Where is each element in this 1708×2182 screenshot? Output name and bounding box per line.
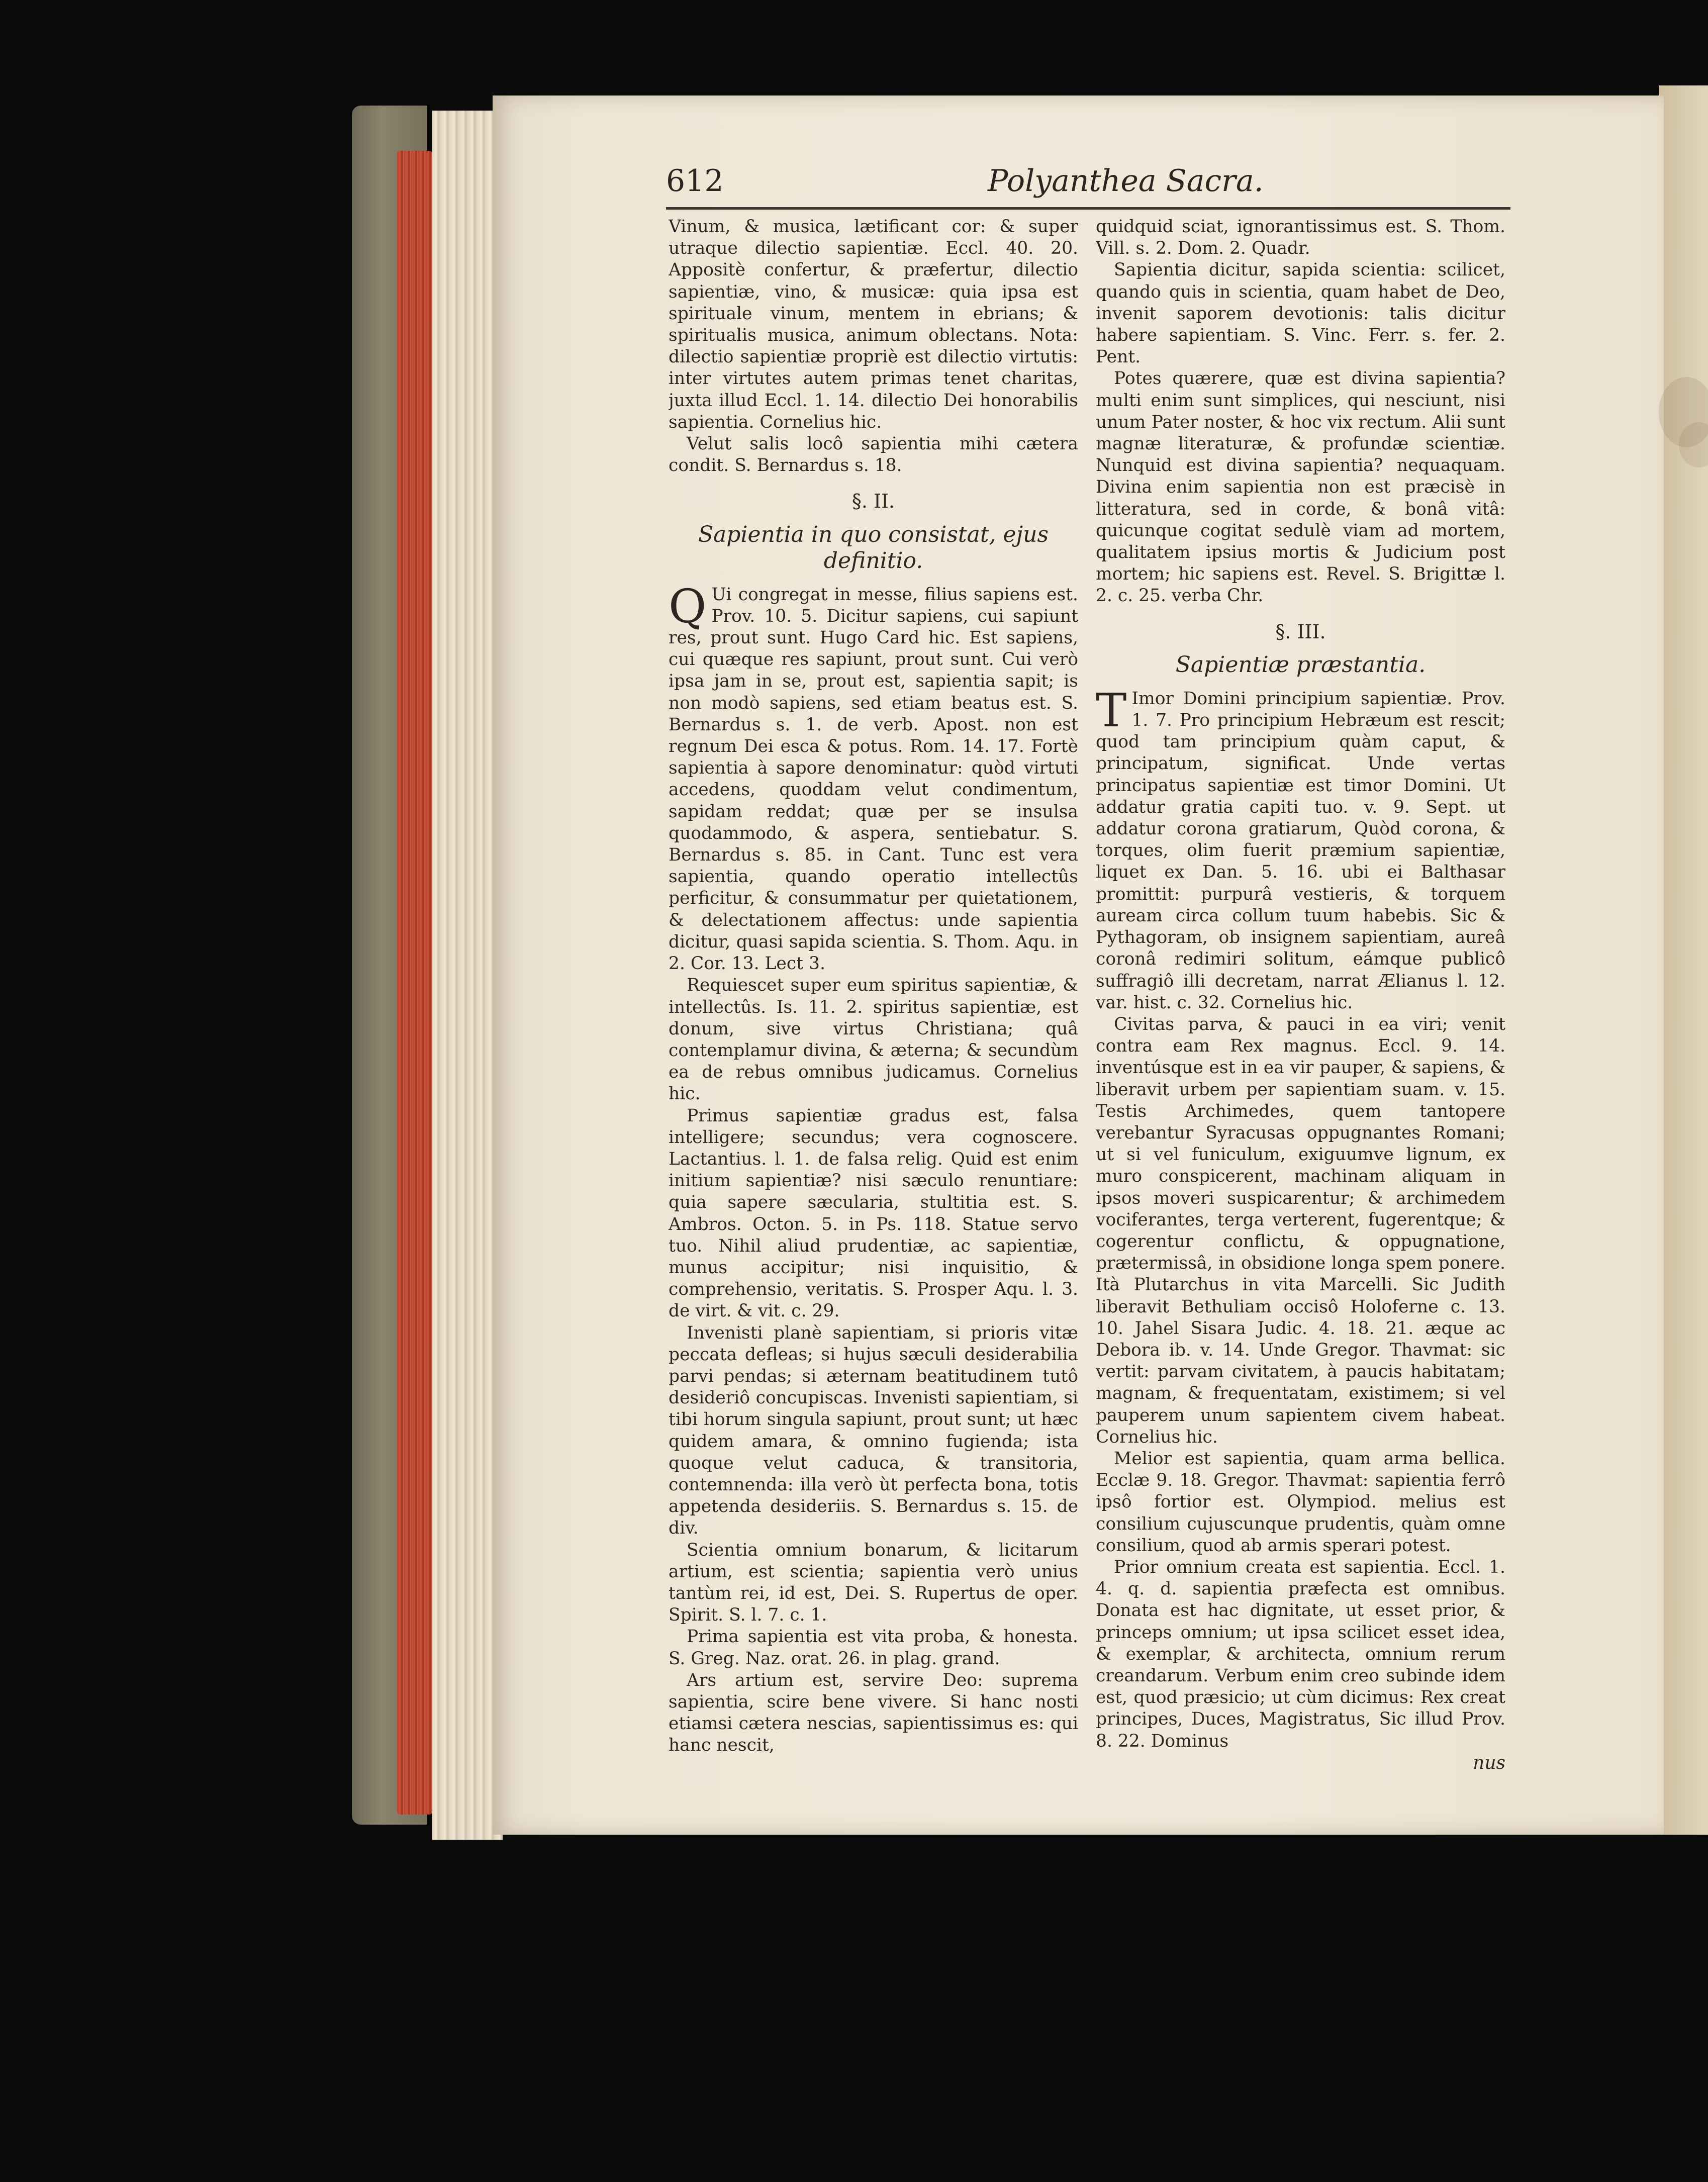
right-column bbox=[1096, 216, 1505, 1825]
catchword: nus bbox=[1473, 1752, 1505, 1773]
section-heading: Sapientiæ præstantia. bbox=[1175, 651, 1426, 678]
paragraph: Prima sapientia est vita proba, & honesta. S. Greg. Naz. orat. 26. in plag. grand. bbox=[669, 1627, 1078, 1669]
red-page-edges bbox=[397, 151, 432, 1815]
drop-capital: Q bbox=[669, 579, 707, 633]
paragraph: Velut salis locô sapientia mihi cætera condit. S. Bernardus s. 18. bbox=[669, 434, 1078, 476]
paragraph: Scientia omnium bonarum, & licitarum artium, est scientia; sapientia verò unius tantùm rei, id est, Dei. S. Rupertus de oper. Spirit. S. l. 7. c. 1. bbox=[669, 1540, 1078, 1626]
paragraph: quidquid sciat, ignorantissimus est. S. Thom. Vill. s. 2. Dom. 2. Quadr. bbox=[1096, 217, 1505, 259]
paragraph: Ars artium est, servire Deo: suprema sapientia, scire bene vivere. Si hanc nosti etiamsi cætera nescias, sapientissimus es: qui hanc nescit, bbox=[669, 1670, 1078, 1756]
paragraph: Vinum, & musica, lætificant cor: & super utraque dilectio sapientiæ. Eccl. 40. 20. Appositè confertur, & præfertur, dilectio sapientiæ, vino, & musicæ: quia ipsa est spirituale vinum, mentem in ebrians; & spiritualis musica, animum oblectans. Nota: dilectio sapientiæ propriè est dilectio virtutis: inter virtutes autem primas tenet charitas, juxta illud Eccl. 1. 14. dilectio Dei honorabilis sapientia. Cornelius hic. bbox=[669, 217, 1078, 432]
paragraph: Invenisti planè sapientiam, si prioris vitæ peccata defleas; si hujus sæculi desiderabilia parvi pendas; si æternam beatitudinem tutô desideriô concupiscas. Invenisti sapientiam, si tibi horum singula sapiunt, prout sunt; ut hæc quidem amara, & omnino fugienda; ista quoque velut caduca, & transitoria, contemnenda: illa verò ùt perfecta bona, totis appetenda desideriis. S. Bernardus s. 15. de div. bbox=[669, 1322, 1078, 1539]
section-number: §. II. bbox=[851, 490, 895, 513]
paragraph: Potes quærere, quæ est divina sapientia? multi enim sunt simplices, qui nesciunt, nisi unum Pater noster, & hoc vix rectum. Alii sunt magnæ literaturæ, & profundæ scientiæ. Nunquid est divina sapientia? nequaquam. Divina enim sapientia non est præcisè in litteratura, sed in corde, & bonâ vitâ: quicunque cogitat sedulè viam ad mortem, qualitatem ipsius mortis & Judicium post mortem; hic sapiens est. Revel. S. Brigittæ l. 2. c. 25. verba Chr. bbox=[1096, 368, 1505, 606]
paragraph-text: Imor Domini principium sapientiæ. Prov. 1. 7. Pro principium Hebræum est rescit; quod tam principium quàm caput, & principatum, significat. Unde vertas principatus sapientiæ est timor Domini. Ut addatur gratia capiti tuo. v. 9. Sept. ut addatur corona gratiarum, Quòd corona, & torques, olim fuerit præmium sapientiæ, liquet ex Dan. 5. 16. ubi ei Balthasar promittit: purpurâ vestieris, & torquem auream circa collum tuum habebis. Sic & Pythagoram, ob insignem sapientiam, aureâ coronâ redimiri solitum, eámque publicô suffragiô illi decretam, narrat Ælianus l. 12. var. hist. c. 32. Cornelius hic. bbox=[1096, 688, 1505, 1013]
paragraph-with-dropcap bbox=[1096, 683, 1505, 1014]
section-number: §. III. bbox=[1275, 620, 1326, 643]
facing-page-edge bbox=[1659, 85, 1708, 1835]
paragraph: Primus sapientiæ gradus est, falsa intelligere; secundus; vera cognoscere. Lactantius. l. 1. de falsa relig. Quid est enim initium sapientiæ? nisi sæculo renuntiare: quia sapere sæcularia, stultitia est. S. Ambros. Octon. 5. in Ps. 118. Statue servo tuo. Nihil aliud prudentiæ, ac sapientiæ, munus accipitur; nisi inquisitio, & comprehensio, veritatis. S. Prosper Aqu. l. 3. de virt. & vit. c. 29. bbox=[669, 1105, 1078, 1321]
running-title: Polyanthea Sacra. bbox=[988, 163, 1264, 199]
drop-capital: T bbox=[1096, 683, 1127, 737]
paragraph: Sapientia dicitur, sapida scientia: scilicet, quando quis in scientia, quam habet de Deo, invenit saporem devotionis: talis dicitur habere sapientiam. S. Vinc. Ferr. s. fer. 2. Pent. bbox=[1096, 260, 1505, 367]
paragraph-text: Ui congregat in messe, filius sapiens est. Prov. 10. 5. Dicitur sapiens, cui sapiunt res, prout sunt. Hugo Card hic. Est sapiens, cui quæque res sapiunt, prout sunt. Cui verò ipsa jam in se, prout est, sapientia sapit; is non modò sapiens, sed etiam beatus est. S. Bernardus s. 1. de verb. Apost. non est regnum Dei esca & potus. Rom. 14. 17. Fortè sapientia à sapore denominatur: quòd virtuti accedens, quoddam velut condimentum, sapidam reddat; quæ per se insulsa quodammodo, & aspera, sentiebatur. S. Bernardus s. 85. in Cant. Tunc est vera sapientia, quando operatio intellectûs perficitur, & consummatur per quietationem, & delectationem affectus: unde sapientia dicitur, quasi sapida scientia. S. Thom. Aqu. in 2. Cor. 13. Lect 3. bbox=[669, 584, 1078, 974]
left-column bbox=[669, 216, 1078, 1825]
header-rule bbox=[666, 207, 1510, 210]
paragraph: Requiescet super eum spiritus sapientiæ, & intellectûs. Is. 11. 2. spiritus sapientiæ, est donum, sive virtus Christiana; quâ contemplamur divina, & æterna; & secundùm ea de rebus omnibus judicamus. Cornelius hic. bbox=[669, 975, 1078, 1104]
paragraph-with-dropcap bbox=[669, 579, 1078, 975]
paragraph: Melior est sapientia, quam arma bellica. Ecclæ 9. 18. Gregor. Thavmat: sapientia ferrô ipsô fortior est. Olympiod. melius est consilium cujuscunque prudentis, quàm omne consilium, quod ab armis sperari potest. bbox=[1096, 1448, 1505, 1556]
paragraph: Prior omnium creata est sapientia. Eccl. 1. 4. q. d. sapientia præfecta est omnibus. Donata est hac dignitate, ut esset prior, & princeps omnium; ut ipsa scilicet esset idea, & exemplar, & architecta, omnium rerum creandarum. Verbum enim creo subinde idem est, quod præsicio; ut cùm dicimus: Rex creat principes, Duces, Magistratus, Sic illud Prov. 8. 22. Dominus bbox=[1096, 1557, 1505, 1751]
section-heading: Sapientia in quo consistat, ejus definitio. bbox=[698, 521, 1049, 574]
paragraph: Civitas parva, & pauci in ea viri; venit contra eam Rex magnus. Eccl. 9. 14. inventúsque est in ea vir pauper, & sapiens, & liberavit urbem per sapientiam suam. v. 15. Testis Archimedes, quem tantopere verebantur Syracusas oppugnantes Romani; ut si vel funiculum, exiguumve lignum, ex muro conspicerent, machinam aliquam in ipsos moveri suspicarentur; & archimedem vociferantes, terga verterent, fugerentque; & cogerentur conflictu, & oppugnatione, prætermissâ, in obsidione longa spem ponere. Ità Plutarchus in vita Marcelli. Sic Judith liberavit Bethuliam occisô Holoferne c. 13. 10. Jahel Sisara Judic. 4. 18. 21. æque ac Debora ib. v. 14. Unde Gregor. Thavmat: sic vertit: parvam civitatem, à paucis habitatam; magnam, & frequentatam, existimem; si vel pauperem unum sapientem civem habeat. Cornelius hic. bbox=[1096, 1014, 1505, 1447]
page-leaves bbox=[432, 111, 503, 1840]
page-number: 612 bbox=[666, 163, 724, 199]
page-header bbox=[666, 163, 1510, 214]
